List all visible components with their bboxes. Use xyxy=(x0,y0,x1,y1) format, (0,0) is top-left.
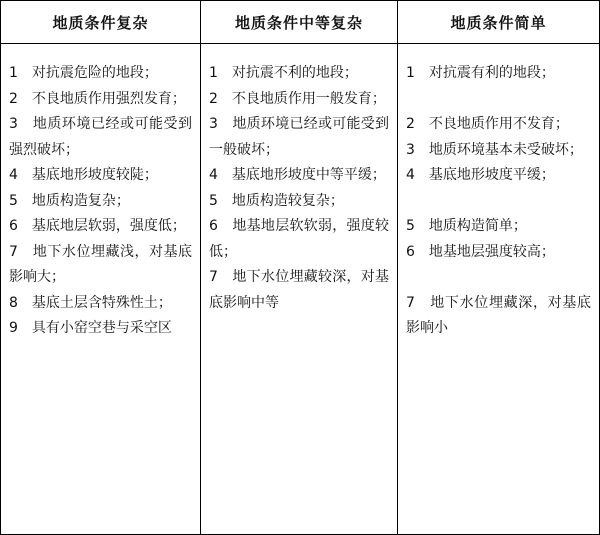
list-item: 5 地质构造较复杂； xyxy=(209,192,344,209)
list-item: 2 不良地质作用一般发育； xyxy=(209,90,386,107)
list-item: 1 对抗震有利的地段； xyxy=(406,65,555,81)
list-item: 6 地基地层软软弱，强度较低； xyxy=(209,218,389,260)
list-item: 3 地质环境已经或可能受到强烈破坏； xyxy=(9,116,192,158)
list-item: 7 地下水位埋藏浅，对基底影响大； xyxy=(9,243,192,285)
list-item: 5 地质构造复杂； xyxy=(9,192,130,209)
column-medium-complex xyxy=(201,44,397,534)
list-item: 5 地质构造简单； xyxy=(406,218,527,234)
header-complex: 地质条件复杂 xyxy=(52,13,149,32)
list-item: 7 地下水位埋藏较深，对基底影响中等 xyxy=(209,269,389,311)
list-item: 2 不良地质作用不发育； xyxy=(406,116,569,132)
list-item: 4 基底地形坡度中等平缓； xyxy=(209,167,386,183)
list-item: 4 基底地形坡度较陡； xyxy=(9,167,158,183)
list-item: 7 地下水位埋藏深，对基底影响小 xyxy=(406,294,591,336)
list-item: 4 基底地形坡度平缓； xyxy=(406,167,555,183)
list-item: 6 基底地层软弱，强度低； xyxy=(9,218,186,234)
list-item: 6 地基地层强度较高； xyxy=(406,243,555,260)
list-item: 1 对抗震危险的地段； xyxy=(9,65,158,81)
list-item: 9 具有小窑空巷与采空区 xyxy=(9,320,172,336)
list-item: 3 地质环境已经或可能受到一般破坏； xyxy=(209,116,389,158)
list-item: 1 对抗震不利的地段； xyxy=(209,65,358,81)
list-item: 3 地质环境基本未受破坏； xyxy=(406,141,583,158)
column-complex xyxy=(1,44,200,534)
column-simple xyxy=(398,44,599,534)
header-medium-complex: 地质条件中等复杂 xyxy=(234,13,363,32)
list-item: 2 不良地质作用强烈发育； xyxy=(9,90,186,107)
header-simple: 地质条件简单 xyxy=(450,13,547,32)
list-item: 8 基底土层含特殊性土； xyxy=(9,294,172,311)
